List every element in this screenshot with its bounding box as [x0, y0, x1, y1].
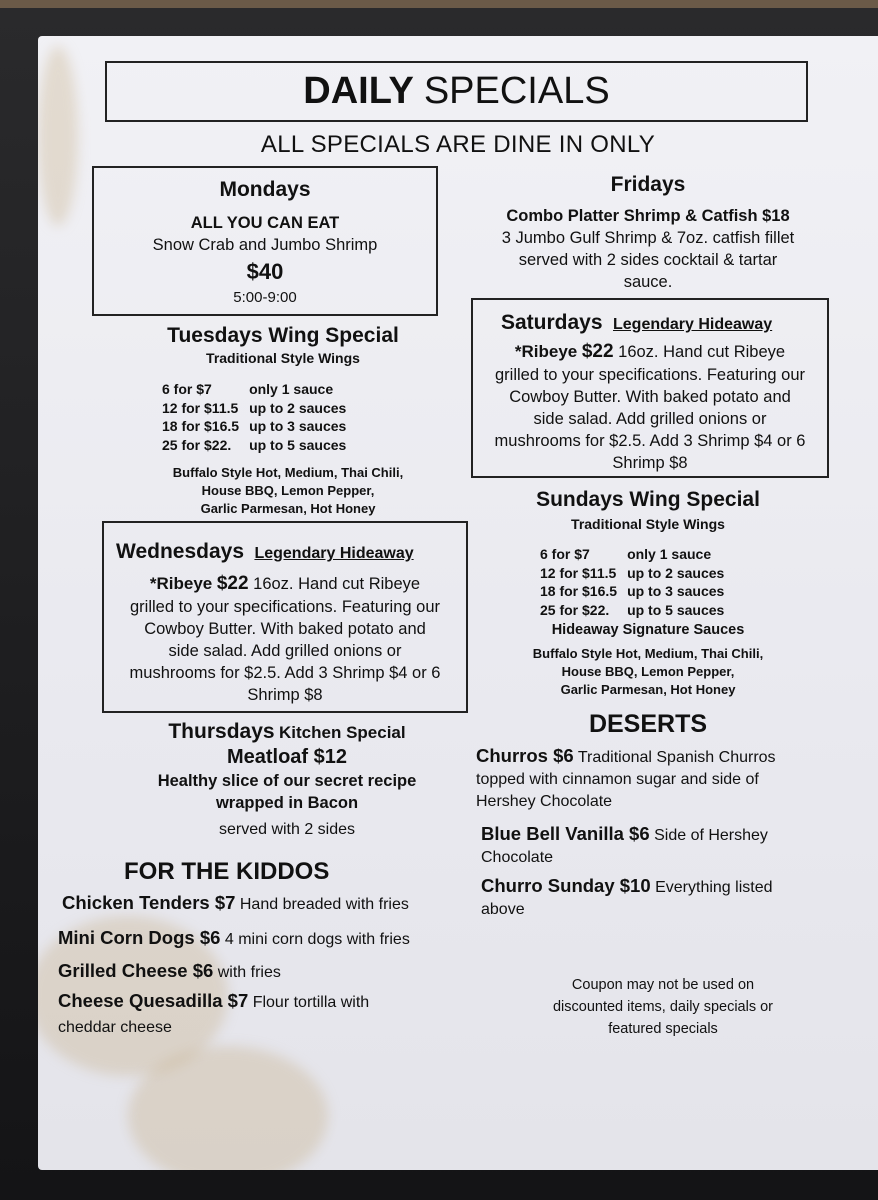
- saturday-tag: Legendary Hideaway: [613, 316, 773, 333]
- tuesday-flavors-3: Garlic Parmesan, Hot Honey: [200, 501, 376, 516]
- wing-qty: 18 for $16.5: [540, 583, 618, 599]
- wing-sauce: only 1 sauce: [627, 546, 712, 562]
- saturday-desc-4: side salad. Add grilled onions or: [533, 410, 767, 428]
- monday-heading: Mondays: [219, 178, 311, 201]
- tuesday-heading: Tuesdays Wing Special: [167, 324, 399, 347]
- desert-name: Churro Sunday $10: [481, 875, 651, 896]
- kiddos-item: [58, 925, 410, 952]
- saturday-desc-1: 16oz. Hand cut Ribeye: [618, 343, 786, 361]
- page-title-box: [105, 61, 808, 122]
- sunday-flavors-3: Garlic Parmesan, Hot Honey: [560, 682, 736, 697]
- saturday-heading-row: [501, 311, 772, 335]
- kiddos-item: [58, 958, 281, 985]
- tuesday-style: Traditional Style Wings: [206, 350, 360, 366]
- sunday-flavors-2: House BBQ, Lemon Pepper,: [561, 664, 735, 679]
- sunday-heading: Sundays Wing Special: [536, 488, 760, 511]
- wing-sauce: up to 3 sauces: [249, 418, 347, 434]
- friday-line1: Combo Platter Shrimp & Catfish $18: [506, 207, 790, 225]
- wing-sauce: up to 5 sauces: [627, 601, 725, 618]
- kiddos-item-name: Mini Corn Dogs $6: [58, 927, 221, 948]
- desert-item-churro-sunday: [481, 875, 853, 921]
- wing-qty: 25 for $22.: [540, 601, 610, 618]
- kiddos-heading: FOR THE KIDDOS: [124, 858, 330, 885]
- wing-sauce: up to 2 sauces: [249, 399, 347, 416]
- desert-item-churros: [476, 745, 848, 813]
- kiddos-item-desc: 4 mini corn dogs with fries: [224, 931, 410, 948]
- tuesday-wing-table: [162, 380, 356, 454]
- wing-row: [162, 417, 356, 436]
- page-title-bold: DAILY: [303, 70, 414, 112]
- saturday-heading: Saturdays: [501, 311, 603, 334]
- wing-sauce: up to 3 sauces: [627, 583, 725, 599]
- deserts-heading: DESERTS: [588, 710, 708, 738]
- wednesday-desc-5: mushrooms for $2.5. Add 3 Shrimp $4 or 6: [129, 664, 441, 682]
- wednesday-desc-1: 16oz. Hand cut Ribeye: [253, 575, 421, 593]
- wing-qty: 25 for $22.: [162, 436, 232, 453]
- sunday-signature-sauces: Hideaway Signature Sauces: [551, 622, 745, 638]
- monday-special-box: [92, 166, 438, 316]
- wing-qty: 12 for $11.5: [540, 564, 617, 581]
- coupon-line: Coupon may not be used on: [571, 977, 755, 993]
- saturday-line0: [473, 341, 827, 363]
- desert-item-blue-bell: [481, 823, 853, 869]
- wing-row: [540, 582, 734, 601]
- saturday-desc-2: grilled to your specifications. Featuring our: [495, 366, 805, 384]
- kiddos-item-desc: Hand breaded with fries: [239, 896, 409, 913]
- paper-stain: [128, 1046, 328, 1170]
- dine-in-notice: ALL SPECIALS ARE DINE IN ONLY: [260, 131, 656, 158]
- kiddos-item: [58, 988, 369, 1040]
- thursday-tag: Kitchen Special: [279, 723, 406, 742]
- kiddos-item-name: Chicken Tenders $7: [62, 892, 236, 913]
- saturday-desc-6: Shrimp $8: [612, 454, 688, 472]
- monday-price: $40: [246, 259, 284, 284]
- desert-desc: Everything listed: [655, 879, 773, 896]
- desert-name: Blue Bell Vanilla $6: [481, 823, 650, 844]
- desert-desc: Traditional Spanish Churros: [577, 749, 776, 766]
- sunday-style: Traditional Style Wings: [571, 516, 725, 532]
- wing-row: [162, 436, 356, 455]
- tuesday-flavors-2: House BBQ, Lemon Pepper,: [201, 483, 375, 498]
- wednesday-desc-6: Shrimp $8: [247, 686, 323, 704]
- kiddos-item-desc: with fries: [217, 964, 281, 981]
- wing-row: [540, 601, 734, 620]
- desert-desc: Chocolate: [481, 849, 554, 866]
- kiddos-item-name: Grilled Cheese $6: [58, 960, 214, 981]
- kiddos-item-desc: Flour tortilla with: [252, 994, 370, 1011]
- thursday-heading: Thursdays: [168, 720, 275, 743]
- wednesday-desc-4: side salad. Add grilled onions or: [168, 642, 402, 660]
- page-title-rest: SPECIALS: [423, 70, 610, 112]
- saturday-desc-5: mushrooms for $2.5. Add 3 Shrimp $4 or 6: [494, 432, 806, 450]
- coupon-line: featured specials: [608, 1021, 718, 1037]
- kiddos-item-name: Cheese Quesadilla $7: [58, 990, 249, 1011]
- friday-line3: served with 2 sides cocktail & tartar: [518, 251, 778, 269]
- thursday-desc-2: wrapped in Bacon: [215, 794, 359, 812]
- kiddos-item: [62, 890, 409, 917]
- saturday-special-box: [471, 298, 829, 478]
- coupon-notice: [508, 974, 818, 1040]
- wing-row: [162, 380, 356, 399]
- thursday-item: Meatloaf $12: [226, 746, 348, 768]
- wednesday-heading-row: [116, 540, 414, 564]
- desert-name: Churros $6: [476, 745, 574, 766]
- menu-page: [38, 36, 878, 1170]
- wing-qty: 12 for $11.5: [162, 399, 239, 416]
- friday-line2: 3 Jumbo Gulf Shrimp & 7oz. catfish fillet: [501, 229, 795, 247]
- friday-line4: sauce.: [623, 273, 673, 291]
- wednesday-tag: Legendary Hideaway: [254, 545, 414, 562]
- wednesday-line0: [104, 573, 466, 595]
- wednesday-desc-3: Cowboy Butter. With baked potato and: [144, 620, 426, 638]
- wednesday-item: *Ribeye: [149, 574, 213, 593]
- wing-row: [540, 564, 734, 583]
- wing-sauce: up to 5 sauces: [249, 436, 347, 453]
- sunday-flavors-1: Buffalo Style Hot, Medium, Thai Chili,: [532, 646, 764, 661]
- saturday-desc-3: Cowboy Butter. With baked potato and: [509, 388, 791, 406]
- saturday-item: *Ribeye: [514, 342, 578, 361]
- kiddos-item-desc: cheddar cheese: [58, 1019, 172, 1036]
- monday-line1: ALL YOU CAN EAT: [190, 214, 340, 232]
- wing-row: [540, 545, 734, 564]
- saturday-price: $22: [581, 341, 614, 362]
- sunday-wing-table: [540, 545, 734, 619]
- wednesday-price: $22: [216, 573, 249, 594]
- thursday-desc-3: served with 2 sides: [218, 821, 356, 838]
- desert-desc: Hershey Chocolate: [476, 793, 613, 810]
- wednesday-desc-2: grilled to your specifications. Featuring our: [130, 598, 440, 616]
- wing-qty: 18 for $16.5: [162, 418, 240, 434]
- monday-hours: 5:00-9:00: [233, 289, 297, 306]
- coupon-line: discounted items, daily specials or: [552, 999, 774, 1015]
- desert-desc: Side of Hershey: [654, 827, 768, 844]
- friday-heading: Fridays: [610, 173, 686, 196]
- wing-row: [162, 399, 356, 418]
- desert-desc: topped with cinnamon sugar and side of: [476, 771, 759, 788]
- monday-line2: Snow Crab and Jumbo Shrimp: [152, 236, 378, 254]
- desert-desc: above: [481, 901, 525, 918]
- wednesday-special-box: [102, 521, 468, 713]
- wing-qty: 6 for $7: [540, 546, 590, 562]
- wing-sauce: up to 2 sauces: [627, 564, 725, 581]
- wing-sauce: only 1 sauce: [249, 381, 334, 397]
- wednesday-heading: Wednesdays: [116, 540, 244, 563]
- wing-qty: 6 for $7: [162, 381, 212, 397]
- tuesday-flavors-1: Buffalo Style Hot, Medium, Thai Chili,: [172, 465, 404, 480]
- thursday-heading-row: [102, 720, 472, 744]
- thursday-desc-1: Healthy slice of our secret recipe: [157, 772, 417, 790]
- frame-top-edge: [0, 0, 878, 8]
